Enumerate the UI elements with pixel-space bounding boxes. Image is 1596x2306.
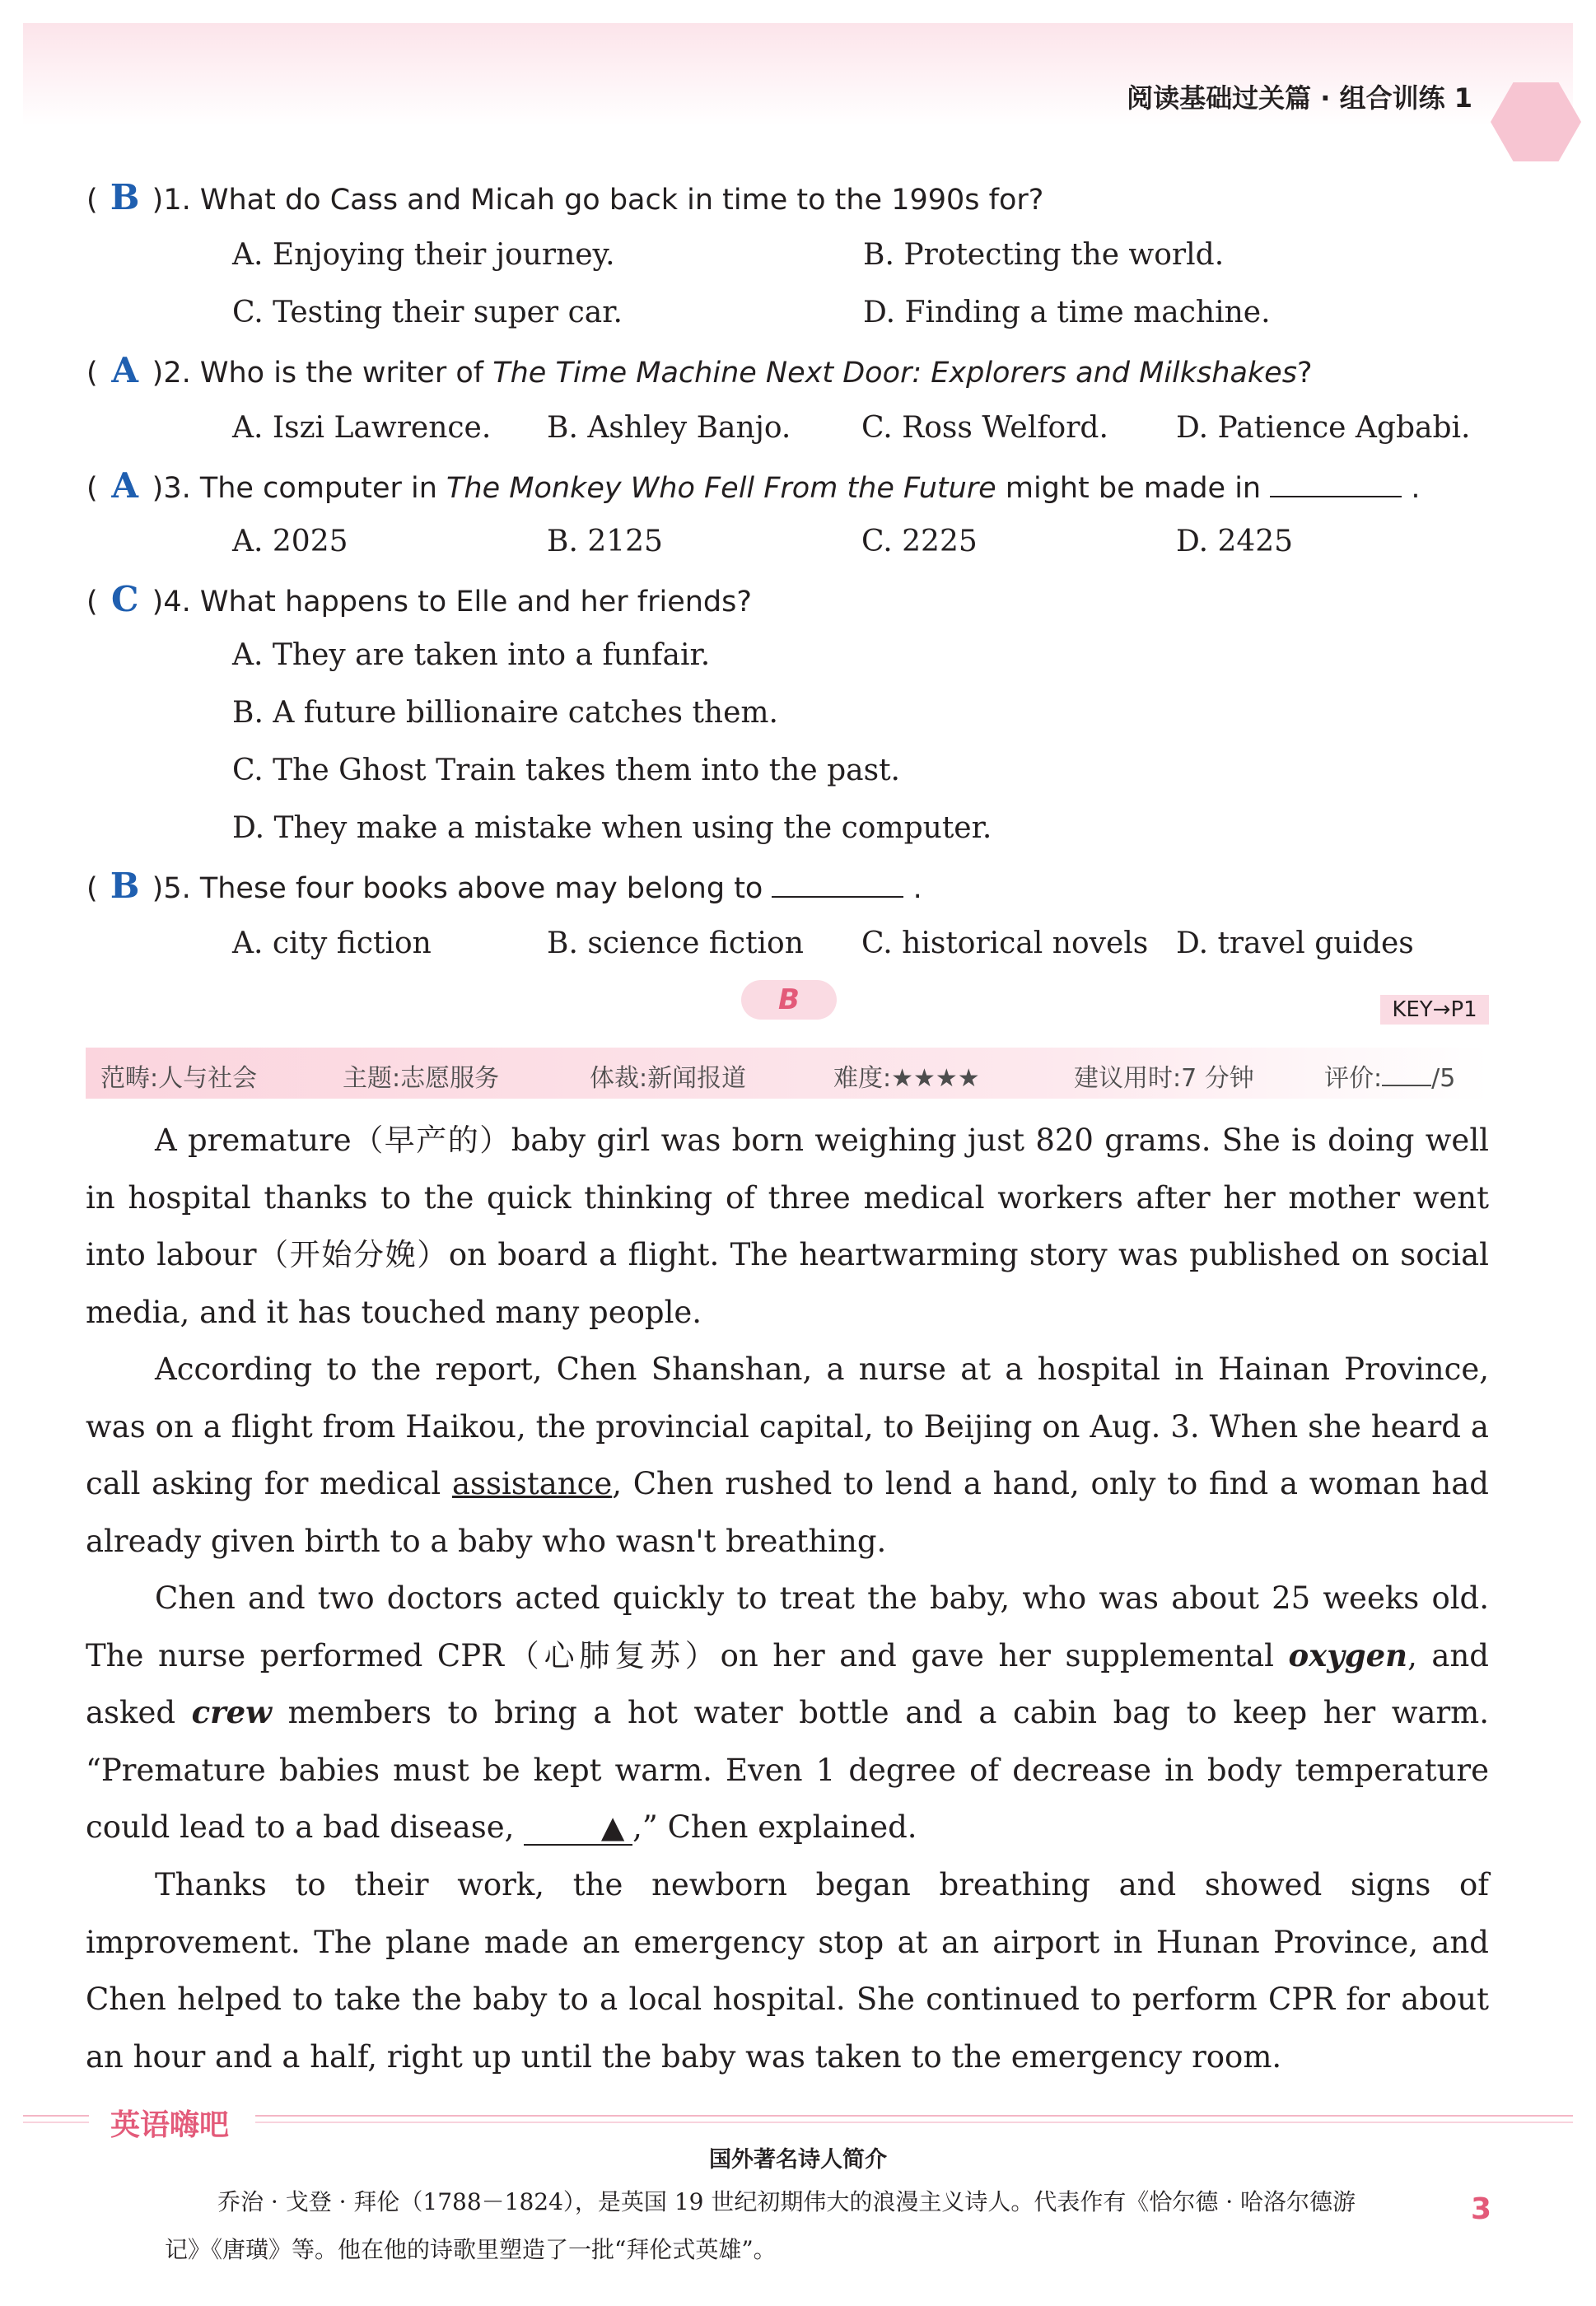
question-4-option-b: B. A future billionaire catches them.: [232, 696, 778, 730]
question-2-option-b: B. Ashley Banjo.: [547, 411, 791, 445]
answer-key-reference: KEY→P1: [1380, 995, 1489, 1025]
question-4-text: What happens to Elle and her friends?: [199, 586, 752, 619]
question-5-option-b: B. science fiction: [547, 927, 804, 960]
answer-4: C: [110, 579, 139, 619]
question-1-option-d: D. Finding a time machine.: [863, 296, 1271, 329]
section-b-badge: B: [741, 980, 837, 1020]
question-1-number: 1.: [163, 184, 191, 217]
passage-paragraph-4: [86, 1856, 1489, 2085]
question-2-option-d: D. Patience Agbabi.: [1176, 411, 1471, 445]
question-4-option-a: A. They are taken into a funfair.: [232, 638, 711, 672]
info-score-total: /5: [1431, 1064, 1456, 1093]
question-5-blank: [772, 871, 903, 898]
info-genre: 体裁:新闻报道: [590, 1064, 747, 1093]
footer-brand: 英语嗨吧: [110, 2108, 230, 2142]
question-4-option-d: D. They make a mistake when using the computer.: [232, 811, 992, 845]
paragraph-3-text-d: ,” Chen explained.: [632, 1809, 917, 1845]
question-3-number: 3.: [163, 472, 191, 505]
passage-paragraph-1: [86, 1112, 1489, 1341]
question-1: ( B )1. What do Cass and Micah go back in time to the 1990s for?: [86, 177, 1044, 217]
question-1-option-a: A. Enjoying their journey.: [232, 238, 615, 272]
answer-2: A: [111, 350, 138, 390]
question-4: ( C )4. What happens to Elle and her friends?: [86, 579, 752, 619]
question-3-text-end: might be made in: [996, 472, 1262, 505]
answer-5: B: [110, 866, 140, 906]
info-scope: 范畴:人与社会: [100, 1064, 258, 1093]
footer-section-title: 国外著名诗人简介: [709, 2147, 887, 2173]
paragraph-3-text-a: Chen and two doctors acted quickly to treat the baby, who was about 25 weeks old. The nurse performed CPR（心肺复苏）on her and gave her supplemental: [86, 1580, 1489, 1673]
passage-info-bar: [86, 1048, 1489, 1099]
question-5-text: These four books above may belong to: [199, 872, 763, 905]
question-2-text-end: ?: [1296, 357, 1313, 390]
question-2-number: 2.: [163, 357, 191, 390]
info-score: [1324, 1057, 1455, 1094]
question-3-text: The computer in: [199, 472, 447, 505]
blank-triangle-marker: ▲: [524, 1811, 632, 1846]
page-header-title: 阅读基础过关篇 · 组合训练 1: [1127, 82, 1472, 114]
answer-1: B: [110, 177, 140, 217]
info-score-label: 评价:: [1324, 1064, 1383, 1093]
footer-rule-left-2: [23, 2122, 89, 2123]
question-5-number: 5.: [163, 872, 191, 905]
question-3: ( A )3. The computer in The Monkey Who Fell From the Future might be made in .: [86, 465, 1421, 506]
passage-paragraph-2: [86, 1341, 1489, 1570]
answer-3: A: [111, 465, 138, 506]
question-2-text: Who is the writer of: [199, 357, 493, 390]
question-1-option-b: B. Protecting the world.: [863, 238, 1225, 272]
info-suggested-time: 建议用时:7 分钟: [1074, 1064, 1254, 1093]
question-3-book-title: The Monkey Who Fell From the Future: [446, 472, 996, 505]
question-5-option-c: C. historical novels: [861, 927, 1149, 960]
footer-rule-right-2: [255, 2122, 1573, 2123]
footer-text-line-1: 乔治 · 戈登 · 拜伦（1788－1824），是英国 19 世纪初期伟大的浪漫主义诗人。代表作有《恰尔德 · 哈洛尔德游: [217, 2188, 1356, 2215]
question-4-number: 4.: [163, 586, 191, 619]
footer-rule-right: [255, 2115, 1573, 2117]
question-2-book-title: The Time Machine Next Door: Explorers and Milkshakes: [492, 357, 1297, 390]
info-difficulty: 难度:★★★★: [833, 1064, 980, 1093]
underlined-word-assistance: assistance: [452, 1466, 613, 1501]
page-number: 3: [1471, 2192, 1492, 2226]
question-3-option-b: B. 2125: [547, 525, 663, 558]
question-5-option-d: D. travel guides: [1176, 927, 1414, 960]
footer-text-line-2: 记》《唐璜》等。他在他的诗歌里塑造了一批“拜伦式英雄”。: [165, 2236, 777, 2263]
question-4-option-c: C. The Ghost Train takes them into the past.: [232, 754, 901, 787]
passage-paragraph-3: [86, 1570, 1489, 1856]
question-5-option-a: A. city fiction: [232, 927, 432, 960]
paragraph-3-text-c: members to bring a hot water bottle and a cabin bag to keep her warm. “Premature babies must be kept warm. Even 1 degree of decrease in body temperature could lead to a bad disease,: [86, 1695, 1489, 1845]
question-1-option-c: C. Testing their super car.: [232, 296, 623, 329]
question-3-option-a: A. 2025: [232, 525, 348, 558]
paragraph-4-text: Thanks to their work, the newborn began breathing and showed signs of improvement. The plane made an emergency stop at an airport in Hunan Province, and Chen helped to take the baby to a local hospital. She continued to perform CPR for about an hour and a half, right up until the baby was taken to the emergency room.: [86, 1867, 1489, 2075]
question-3-option-d: D. 2425: [1176, 525, 1294, 558]
question-2: ( A )2. Who is the writer of The Time Machine Next Door: Explorers and Milkshakes?: [86, 350, 1313, 390]
question-3-option-c: C. 2225: [861, 525, 978, 558]
question-2-option-c: C. Ross Welford.: [861, 411, 1108, 445]
paragraph-3-text-b: , and asked: [86, 1637, 1489, 1730]
question-5: ( B )5. These four books above may belong to .: [86, 866, 922, 906]
question-1-text: What do Cass and Micah go back in time to the 1990s for?: [199, 184, 1044, 217]
question-2-option-a: A. Iszi Lawrence.: [232, 411, 492, 445]
paragraph-2-text-b: , Chen rushed to lend a hand, only to find a woman had already given birth to a baby who wasn't breathing.: [86, 1466, 1489, 1559]
question-3-blank: [1270, 471, 1402, 497]
footer-rule-left: [23, 2115, 89, 2117]
paragraph-2-text-a: According to the report, Chen Shanshan, a nurse at a hospital in Hainan Province, was on a flight from Haikou, the provincial capital, to Beijing on Aug. 3. When she heard a call asking for medical: [86, 1351, 1489, 1501]
keyword-oxygen: oxygen: [1288, 1636, 1408, 1673]
paragraph-1-text: A premature（早产的）baby girl was born weighing just 820 grams. She is doing well in hospital thanks to the quick thinking of three medical workers after her mother went into labour（开始分娩）on board a flight. The heartwarming story was published on social media, and it has touched many people.: [86, 1123, 1489, 1330]
info-theme: 主题:志愿服务: [343, 1064, 500, 1093]
keyword-crew: crew: [191, 1694, 273, 1730]
